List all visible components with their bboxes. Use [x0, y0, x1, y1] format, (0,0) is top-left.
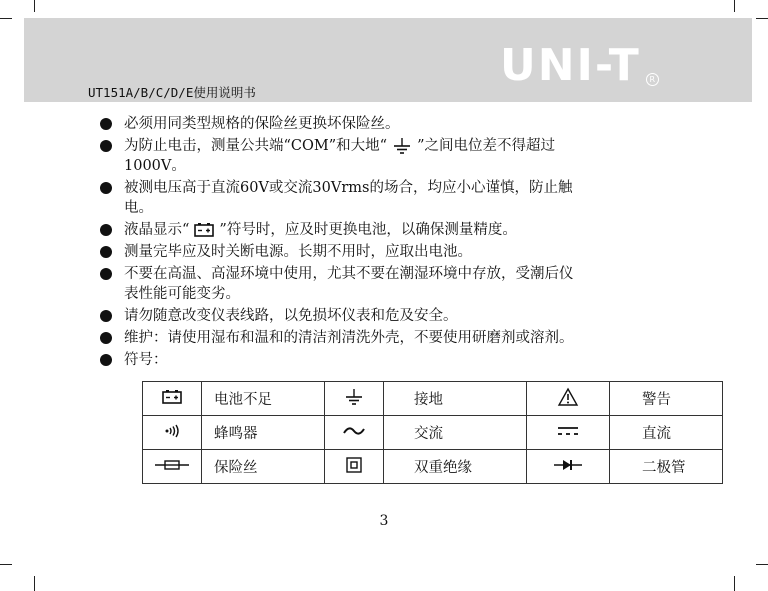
fuse-icon [154, 458, 190, 472]
note-text: ”之间电位差不得超过 [417, 138, 555, 154]
crop-mark [0, 18, 12, 19]
warning-icon [557, 387, 579, 407]
bullet-dot [100, 140, 112, 152]
crop-mark [734, 576, 735, 591]
table-cell [325, 450, 384, 484]
table-cell [143, 416, 202, 450]
symbol-label: 双重绝缘 [384, 450, 527, 484]
note-text: 液晶显示“ [124, 222, 190, 238]
table-cell [527, 450, 610, 484]
list-item [100, 220, 680, 240]
crop-mark [34, 0, 35, 12]
safety-notes-list [100, 114, 680, 372]
list-item [100, 306, 680, 326]
symbol-label: 交流 [384, 416, 527, 450]
note-text: 被测电压高于直流60V或交流30Vrms的场合，均应小心谨慎，防止触 [124, 180, 573, 196]
logo-text: UNI-T [500, 40, 641, 91]
symbol-label: 接地 [384, 382, 527, 416]
note-text: 符号： [124, 352, 168, 368]
list-item [100, 136, 680, 176]
table-cell [325, 416, 384, 450]
ground-icon [343, 388, 365, 406]
bullet-dot [100, 224, 112, 236]
crop-mark [34, 576, 35, 591]
table-cell [527, 382, 610, 416]
buzzer-icon [161, 424, 183, 438]
brand-logo [500, 40, 656, 91]
note-text: 为防止电击，测量公共端“COM”和大地“ [124, 138, 388, 154]
bullet-dot [100, 332, 112, 344]
registered-mark: R [646, 73, 659, 86]
crop-mark [734, 0, 735, 12]
bullet-dot [100, 354, 112, 366]
symbol-label: 直流 [610, 416, 723, 450]
double-insulation-icon [345, 456, 363, 474]
dc-icon [556, 425, 580, 437]
bullet-dot [100, 118, 112, 130]
table-row [143, 416, 723, 450]
table-cell [143, 382, 202, 416]
ac-icon [342, 424, 366, 438]
battery-icon [161, 389, 183, 405]
symbol-label: 警告 [610, 382, 723, 416]
list-item [100, 328, 680, 348]
symbol-label: 蜂鸣器 [202, 416, 325, 450]
page-number: 3 [379, 513, 389, 529]
note-text: 测量完毕应及时关断电源。长期不用时，应取出电池。 [124, 244, 472, 260]
table-row [143, 450, 723, 484]
table-cell [325, 382, 384, 416]
table-cell [143, 450, 202, 484]
note-text: 电。 [124, 200, 153, 216]
bullet-dot [100, 246, 112, 258]
list-item [100, 242, 680, 262]
note-text: 不要在高温、高湿环境中使用，尤其不要在潮湿环境中存放，受潮后仪 [124, 266, 574, 282]
crop-mark [756, 18, 768, 19]
symbol-label: 保险丝 [202, 450, 325, 484]
manual-subtitle: UT151A/B/C/D/E使用说明书 [88, 85, 256, 100]
list-item [100, 264, 680, 304]
note-text: 必须用同类型规格的保险丝更换坏保险丝。 [124, 116, 400, 132]
list-item [100, 350, 680, 370]
crop-mark [756, 564, 768, 565]
bullet-dot [100, 182, 112, 194]
note-text: 1000V。 [124, 158, 186, 174]
list-item [100, 114, 680, 134]
note-text: ”符号时，应及时更换电池，以确保测量精度。 [219, 222, 517, 238]
note-text: 表性能可能变劣。 [124, 286, 240, 302]
symbols-table [142, 381, 723, 484]
crop-mark [0, 564, 12, 565]
symbol-label: 电池不足 [202, 382, 325, 416]
table-cell [527, 416, 610, 450]
diode-icon [553, 458, 583, 472]
symbol-label: 二极管 [610, 450, 723, 484]
bullet-dot [100, 310, 112, 322]
table-row [143, 382, 723, 416]
bullet-dot [100, 268, 112, 280]
note-text: 请勿随意改变仪表线路，以免损坏仪表和危及安全。 [124, 308, 458, 324]
ground-icon [391, 137, 413, 155]
note-text: 维护：请使用湿布和温和的清洁剂清洗外壳，不要使用研磨剂或溶剂。 [124, 330, 574, 346]
battery-icon [193, 222, 215, 238]
list-item [100, 178, 680, 218]
